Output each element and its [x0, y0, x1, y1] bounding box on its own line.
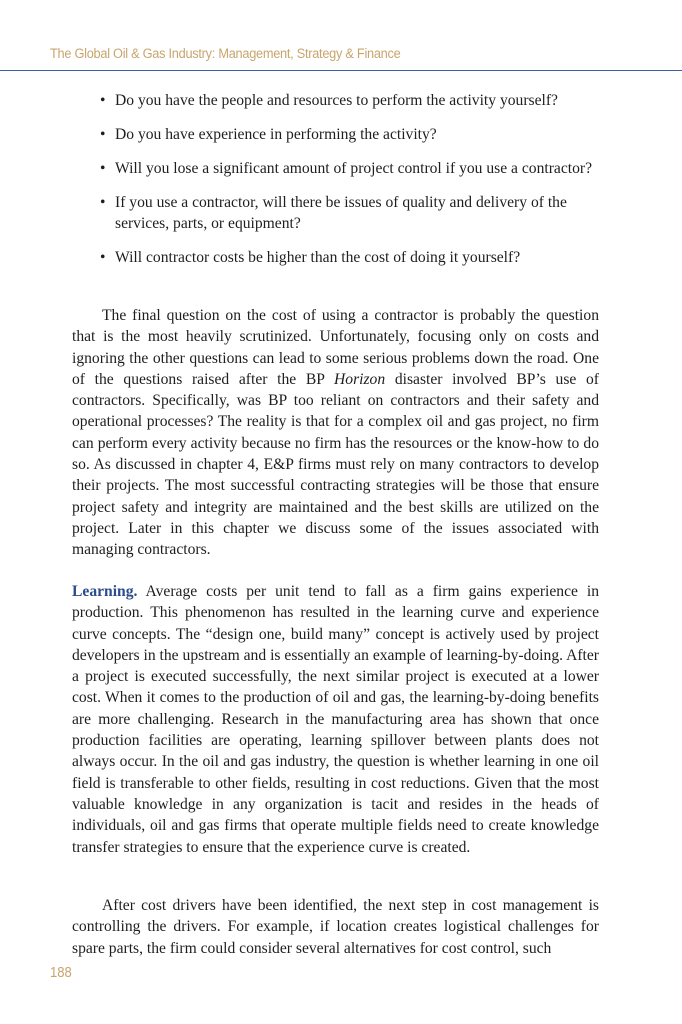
bullet-text: If you use a contractor, will there be issues of quality and delivery of the services, parts, or equipment?	[115, 194, 567, 232]
running-header: The Global Oil & Gas Industry: Management, Strategy & Finance	[50, 46, 401, 62]
bullet-text: Will contractor costs be higher than the cost of doing it yourself?	[115, 249, 521, 266]
italic-term-horizon: Horizon	[334, 370, 386, 388]
bullet-text: Will you lose a significant amount of project control if you use a contractor?	[115, 160, 593, 177]
bullet-list	[100, 90, 600, 281]
bullet-marker: •	[100, 249, 106, 266]
page-number: 188	[50, 965, 72, 981]
run-in-heading-learning: Learning.	[72, 583, 138, 600]
bullet-item	[100, 192, 600, 234]
bullet-marker: •	[100, 126, 106, 143]
bullet-marker: •	[100, 194, 106, 211]
paragraph-cost-drivers	[72, 895, 599, 959]
paragraph-contractor-costs	[72, 305, 599, 561]
bullet-item	[100, 90, 600, 111]
bullet-item	[100, 124, 600, 145]
paragraph-text: disaster involved BP’s use of contractors. Specifically, was BP too reliant on contractors and their safety and operational processes? The reality is that for a complex oil and gas project, no firm can perform every activity because no firm has the resources or the know-how to do so. As discussed in chapter 4, E&P firms must rely on many contractors to develop their projects. The most successful contracting strategies will be those that ensure project safety and integrity are maintained and the best skills are utilized on the project. Later in this chapter we discuss some of the issues associated with managing contractors.	[72, 370, 599, 559]
paragraph-text: The final question on the cost of using a contractor is probably the question that is the most heavily scrutinized. Unfortunately, focusing only on costs and ignoring the other questions can lead to some serious problems down the road. One of the questions raised after the BP	[72, 307, 599, 388]
paragraph-text: After cost drivers have been identified, the next step in cost management is controlling the drivers. For example, if location creates logistical challenges for spare parts, the firm could consider several alternatives for cost control, such	[72, 897, 599, 957]
header-rule	[0, 70, 682, 71]
bullet-marker: •	[100, 160, 106, 177]
bullet-item	[100, 158, 600, 179]
paragraph-text: Average costs per unit tend to fall as a firm gains experience in production. This phenomenon has resulted in the learning curve and experience curve concepts. The “design one, build many” concept is actively used by project developers in the upstream and is essentially an example of learning-by-doing. After a project is executed successfully, the next similar project is executed at a lower cost. When it comes to the production of oil and gas, the learning-by-doing benefits are more challenging. Research in the manufacturing area has shown that once production facilities are operating, learning spillover between plants does not always occur. In the oil and gas industry, the question is whether learning in one oil field is transferable to other fields, resulting in cost reductions. Given that the most valuable knowledge in any organization is tacit and resides in the heads of individuals, oil and gas firms that operate multiple fields need to create knowledge transfer strategies to ensure that the experience curve is created.	[72, 583, 599, 856]
bullet-text: Do you have experience in performing the activity?	[115, 126, 437, 143]
bullet-item	[100, 247, 600, 268]
paragraph-learning	[72, 581, 599, 858]
bullet-text: Do you have the people and resources to perform the activity yourself?	[115, 92, 558, 109]
bullet-marker: •	[100, 92, 106, 109]
